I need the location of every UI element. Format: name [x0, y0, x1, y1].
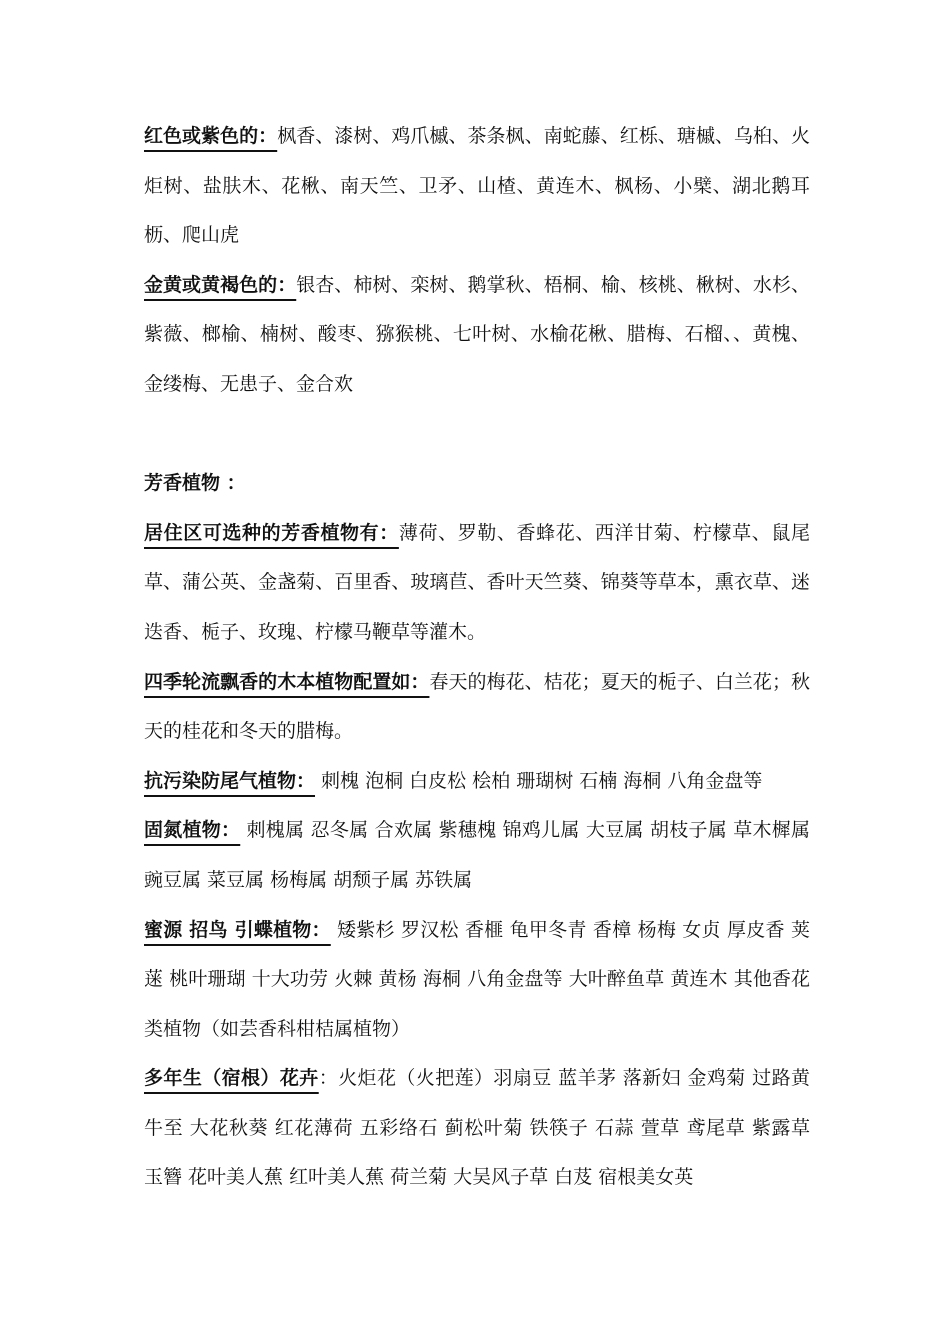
text-anti-pollution: 刺槐 泡桐 白皮松 桧柏 珊瑚树 石楠 海桐 八角金盘等 [315, 769, 763, 792]
text-nectar-birds-butterflies: 矮紫杉 罗汉松 香榧 龟甲冬青 香樟 杨梅 女贞 厚皮香 荚蒾 桃叶珊瑚 十大功劳 火棘 黄杨 海桐 八角金盘等 大叶醉鱼草 黄连木 其他香花类植物（如芸香科柑桔属植物） [144, 918, 811, 1040]
text-perennial-flowers: ：火炬花（火把莲）羽扇豆 蓝羊茅 落新妇 金鸡菊 过路黄 牛至 大花秋葵 红花薄荷 五彩络石 蓟松叶菊 铁筷子 石蒜 萱草 鸢尾草 紫露草 玉簪 花叶美人蕉 红叶美人蕉 荷兰菊 大吴风子草 白芨 宿根美女英 [144, 1067, 810, 1189]
term-nitrogen-fixing: 固氮植物： [144, 819, 241, 842]
paragraph-red-purple [144, 112, 810, 261]
term-golden-yellow: 金黄或黄褐色的： [144, 273, 297, 296]
paragraph-anti-pollution [144, 757, 810, 807]
heading-aromatic-plants [144, 459, 810, 509]
paragraph-nitrogen-fixing [144, 806, 810, 905]
blank-line [144, 410, 810, 460]
text-golden-yellow: 银杏、柿树、栾树、鹅掌秋、梧桐、榆、核桃、楸树、水杉、紫薇、榔榆、楠树、酸枣、猕猴桃、七叶树、水榆花楸、腊梅、石榴、、黄槐、金缕梅、无患子、金合欢 [144, 273, 810, 395]
paragraph-four-seasons [144, 658, 810, 757]
document-page [144, 112, 810, 1203]
term-nectar-birds-butterflies: 蜜源 招鸟 引蝶植物： [144, 918, 331, 941]
heading-aromatic-plants-text: 芳香植物 ： [144, 472, 246, 495]
paragraph-golden-yellow [144, 261, 810, 410]
term-red-purple: 红色或紫色的： [144, 125, 278, 147]
term-perennial-flowers: 多年生（宿根）花卉 [144, 1067, 319, 1090]
text-nitrogen-fixing: 刺槐属 忍冬属 合欢属 紫穗槐 锦鸡儿属 大豆属 胡枝子属 草木樨属 豌豆属 菜豆属 杨梅属 胡颓子属 苏铁属 [144, 819, 810, 891]
text-residential-aromatic: 薄荷、罗勒、香蜂花、西洋甘菊、柠檬草、鼠尾草、蒲公英、金盏菊、百里香、玻璃苣、香叶天竺葵、锦葵等草本，熏衣草、迷迭香、栀子、玫瑰、柠檬马鞭草等灌木。 [144, 521, 810, 643]
term-residential-aromatic: 居住区可选种的芳香植物有： [144, 521, 399, 544]
term-four-seasons: 四季轮流飘香的木本植物配置如： [144, 670, 430, 693]
paragraph-perennial-flowers [144, 1054, 810, 1203]
paragraph-residential-aromatic [144, 509, 810, 658]
term-anti-pollution: 抗污染防尾气植物： [144, 769, 316, 792]
text-four-seasons: 春天的梅花、桔花；夏天的栀子、白兰花；秋天的桂花和冬天的腊梅。 [144, 670, 810, 743]
paragraph-nectar-birds-butterflies [144, 906, 810, 1055]
text-red-purple: 枫香、漆树、鸡爪槭、茶条枫、南蛇藤、红栎、瑭槭、乌桕、火炬树、盐肤木、花楸、南天竺、卫矛、山楂、黄连木、枫杨、小檗、湖北鹅耳枥、爬山虎 [144, 125, 810, 247]
